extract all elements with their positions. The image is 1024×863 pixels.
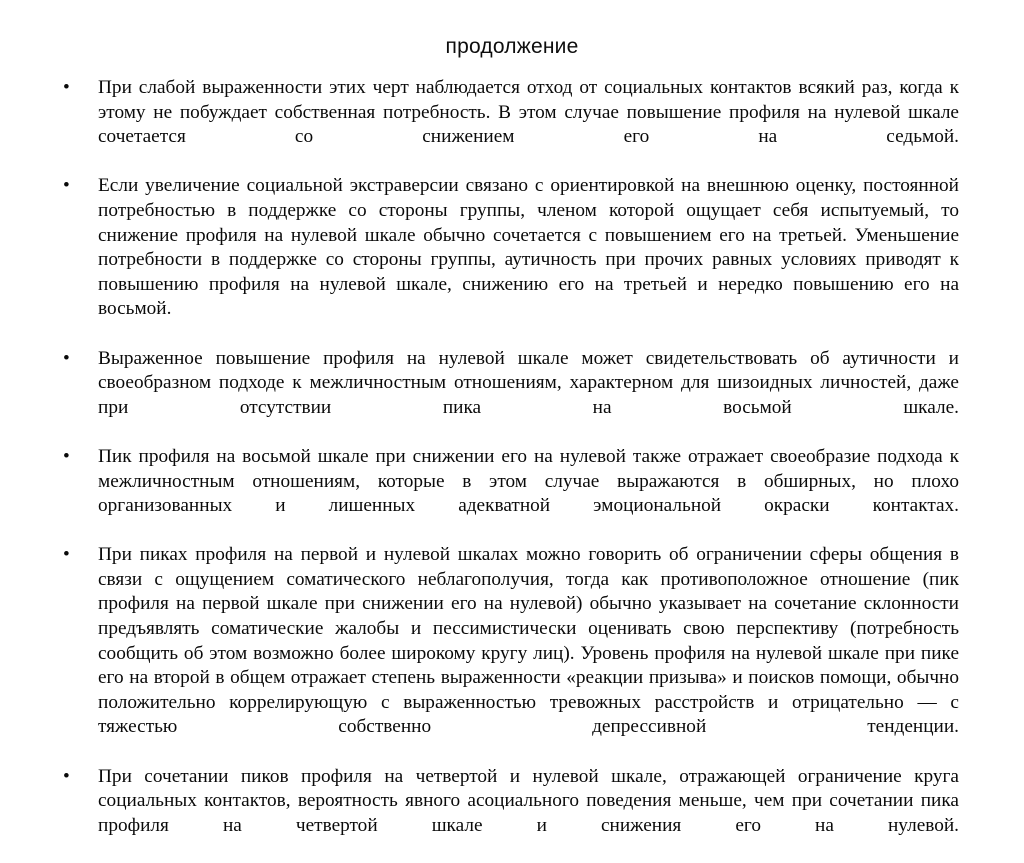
- list-item: [57, 347, 959, 445]
- list-item: [57, 76, 959, 174]
- bullet-icon: •: [63, 544, 70, 566]
- bullet-icon: •: [63, 765, 70, 787]
- paragraph-text: Если увеличение социальной экстраверсии связано с ориентировкой на внешнюю оценку, постоянной потребностью в поддержке со стороны группы, членом которой ощущает себя испытуемый, то снижение профиля на нулевой шкале обычно сочетается с повышением его на третьей. Уменьшение потребности в поддержке со стороны группы, аутичность при прочих равных условиях приводят к повышению профиля на нулевой шкале, снижению его на третьей и нередко повышению его на восьмой.: [98, 175, 959, 320]
- paragraph-text: При слабой выраженности этих черт наблюдается отход от социальных контактов всякий раз, когда к этому не побуждает собственная потребность. В этом случае повышение профиля на нулевой шкале сочетается со снижением его на седьмой.: [98, 77, 959, 148]
- bullet-icon: •: [63, 77, 70, 98]
- bullet-list: [57, 76, 959, 863]
- list-item: [57, 543, 959, 764]
- bullet-icon: •: [63, 347, 70, 369]
- page-title: продолжение: [445, 35, 579, 58]
- body-content: [57, 76, 959, 863]
- paragraph-text: При пиках профиля на первой и нулевой шкалах можно говорить об ограничении сферы общения в связи с ощущением соматического неблагополучия, тогда как противоположное отношение (пик профиля на первой шкале при снижении его на нулевой) обычно указывает на сочетание склонности предъявлять соматические жалобы и пессимистически оценивать свою перспективу (потребность сообщить об этом возможно более широкому кругу лиц). Уровень профиля на нулевой шкале при пике его на второй в общем отражает степень выраженности «реакции призыва» и поисков помощи, обычно положительно коррелирующую с выраженностью тревожных расстройств и отрицательно — с тяжестью собственно депрессивной тенденции.: [98, 544, 959, 738]
- bullet-icon: •: [63, 445, 70, 467]
- paragraph-text: Выраженное повышение профиля на нулевой шкале может свидетельствовать об аутичности и своеобразном подходе к межличностным отношениям, характерном для шизоидных личностей, даже при отсутствии пика на восьмой шкале.: [98, 347, 959, 418]
- paragraph-text: Пик профиля на восьмой шкале при снижении его на нулевой также отражает своеобразие подхода к межличностным отношениям, которые в этом случае выражаются в обширных, но плохо организованных и лишенных адекватной эмоциональной окраски контактах.: [98, 445, 959, 517]
- list-item: [57, 765, 959, 863]
- list-item: [57, 445, 959, 543]
- paragraph-text: При сочетании пиков профиля на четвертой и нулевой шкале, отражающей ограничение круга социальных контактов, вероятность явного асоциального поведения меньше, чем при сочетании пика профиля на четвертой шкале и снижения его на нулевой.: [98, 765, 959, 836]
- list-item: [57, 174, 959, 346]
- bullet-icon: •: [63, 175, 70, 197]
